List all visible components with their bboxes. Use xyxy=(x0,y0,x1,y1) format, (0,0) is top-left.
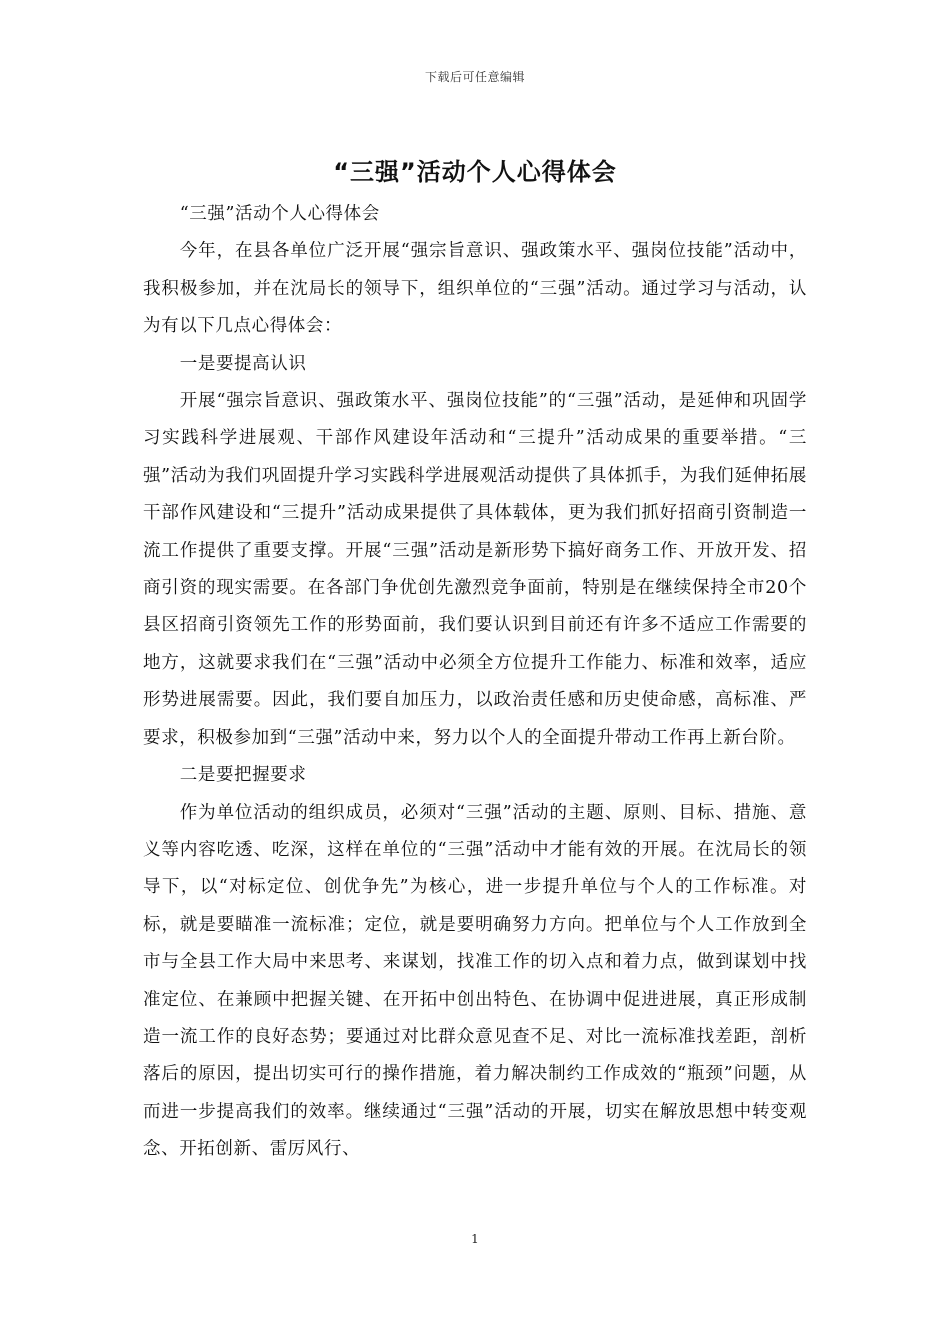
header-note: 下载后可任意编辑 xyxy=(424,70,525,84)
page-number: 1 xyxy=(471,1232,479,1246)
document-body xyxy=(143,196,807,1169)
paragraph-section-1: 开展“强宗旨意识、强政策水平、强岗位技能”的“三强”活动，是延伸和巩固学习实践科学进展观、干部作风建设年活动和“三提升”活动成果的重要举措。“三强”活动为我们巩固提升学习实践科学进展观活动提供了具体抓手，为我们延伸拓展干部作风建设和“三提升”活动成果提供了具体载体，更为我们抓好招商引资制造一流工作提供了重要支撑。开展“三强”活动是新形势下搞好商务工作、开放开发、招商引资的现实需要。在各部门争优创先激烈竞争面前，特别是在继续保持全市20个县区招商引资领先工作的形势面前，我们要认识到目前还有许多不适应工作需要的地方，这就要求我们在“三强”活动中必须全方位提升工作能力、标准和效率，适应形势进展需要。因此，我们要自加压力，以政治责任感和历史使命感，高标准、严要求，积极参加到“三强”活动中来，努力以个人的全面提升带动工作再上新台阶。 xyxy=(143,391,807,748)
section-heading-2: 二是要把握要求 xyxy=(179,765,307,786)
paragraph-subtitle: “三强”活动个人心得体会 xyxy=(179,204,380,224)
paragraph-section-2: 作为单位活动的组织成员，必须对“三强”活动的主题、原则、目标、措施、意义等内容吃透、吃深，这样在单位的“三强”活动中才能有效的开展。在沈局长的领导下，以“对标定位、创优争先”为核心，进一步提升单位与个人的工作标准。对标，就是要瞄准一流标准；定位，就是要明确努力方向。把单位与个人工作放到全市与全县工作大局中来思考、来谋划，找准工作的切入点和着力点，做到谋划中找准定位、在兼顾中把握关键、在开拓中创出特色、在协调中促进进展，真正形成制造一流工作的良好态势；要通过对比群众意见查不足、对比一流标准找差距，剖析落后的原因，提出切实可行的操作措施，着力解决制约工作成效的“瓶颈”问题，从而进一步提高我们的效率。继续通过“三强”活动的开展，切实在解放思想中转变观念、开拓创新、雷厉风行、 xyxy=(143,802,807,1160)
paragraph-intro: 今年，在县各单位广泛开展“强宗旨意识、强政策水平、强岗位技能”活动中，我积极参加，并在沈局长的领导下，组织单位的“三强”活动。通过学习与活动，认为有以下几点心得体会： xyxy=(143,241,807,337)
document-title: “三强”活动个人心得体会 xyxy=(333,158,617,186)
section-heading-1: 一是要提高认识 xyxy=(179,353,307,374)
